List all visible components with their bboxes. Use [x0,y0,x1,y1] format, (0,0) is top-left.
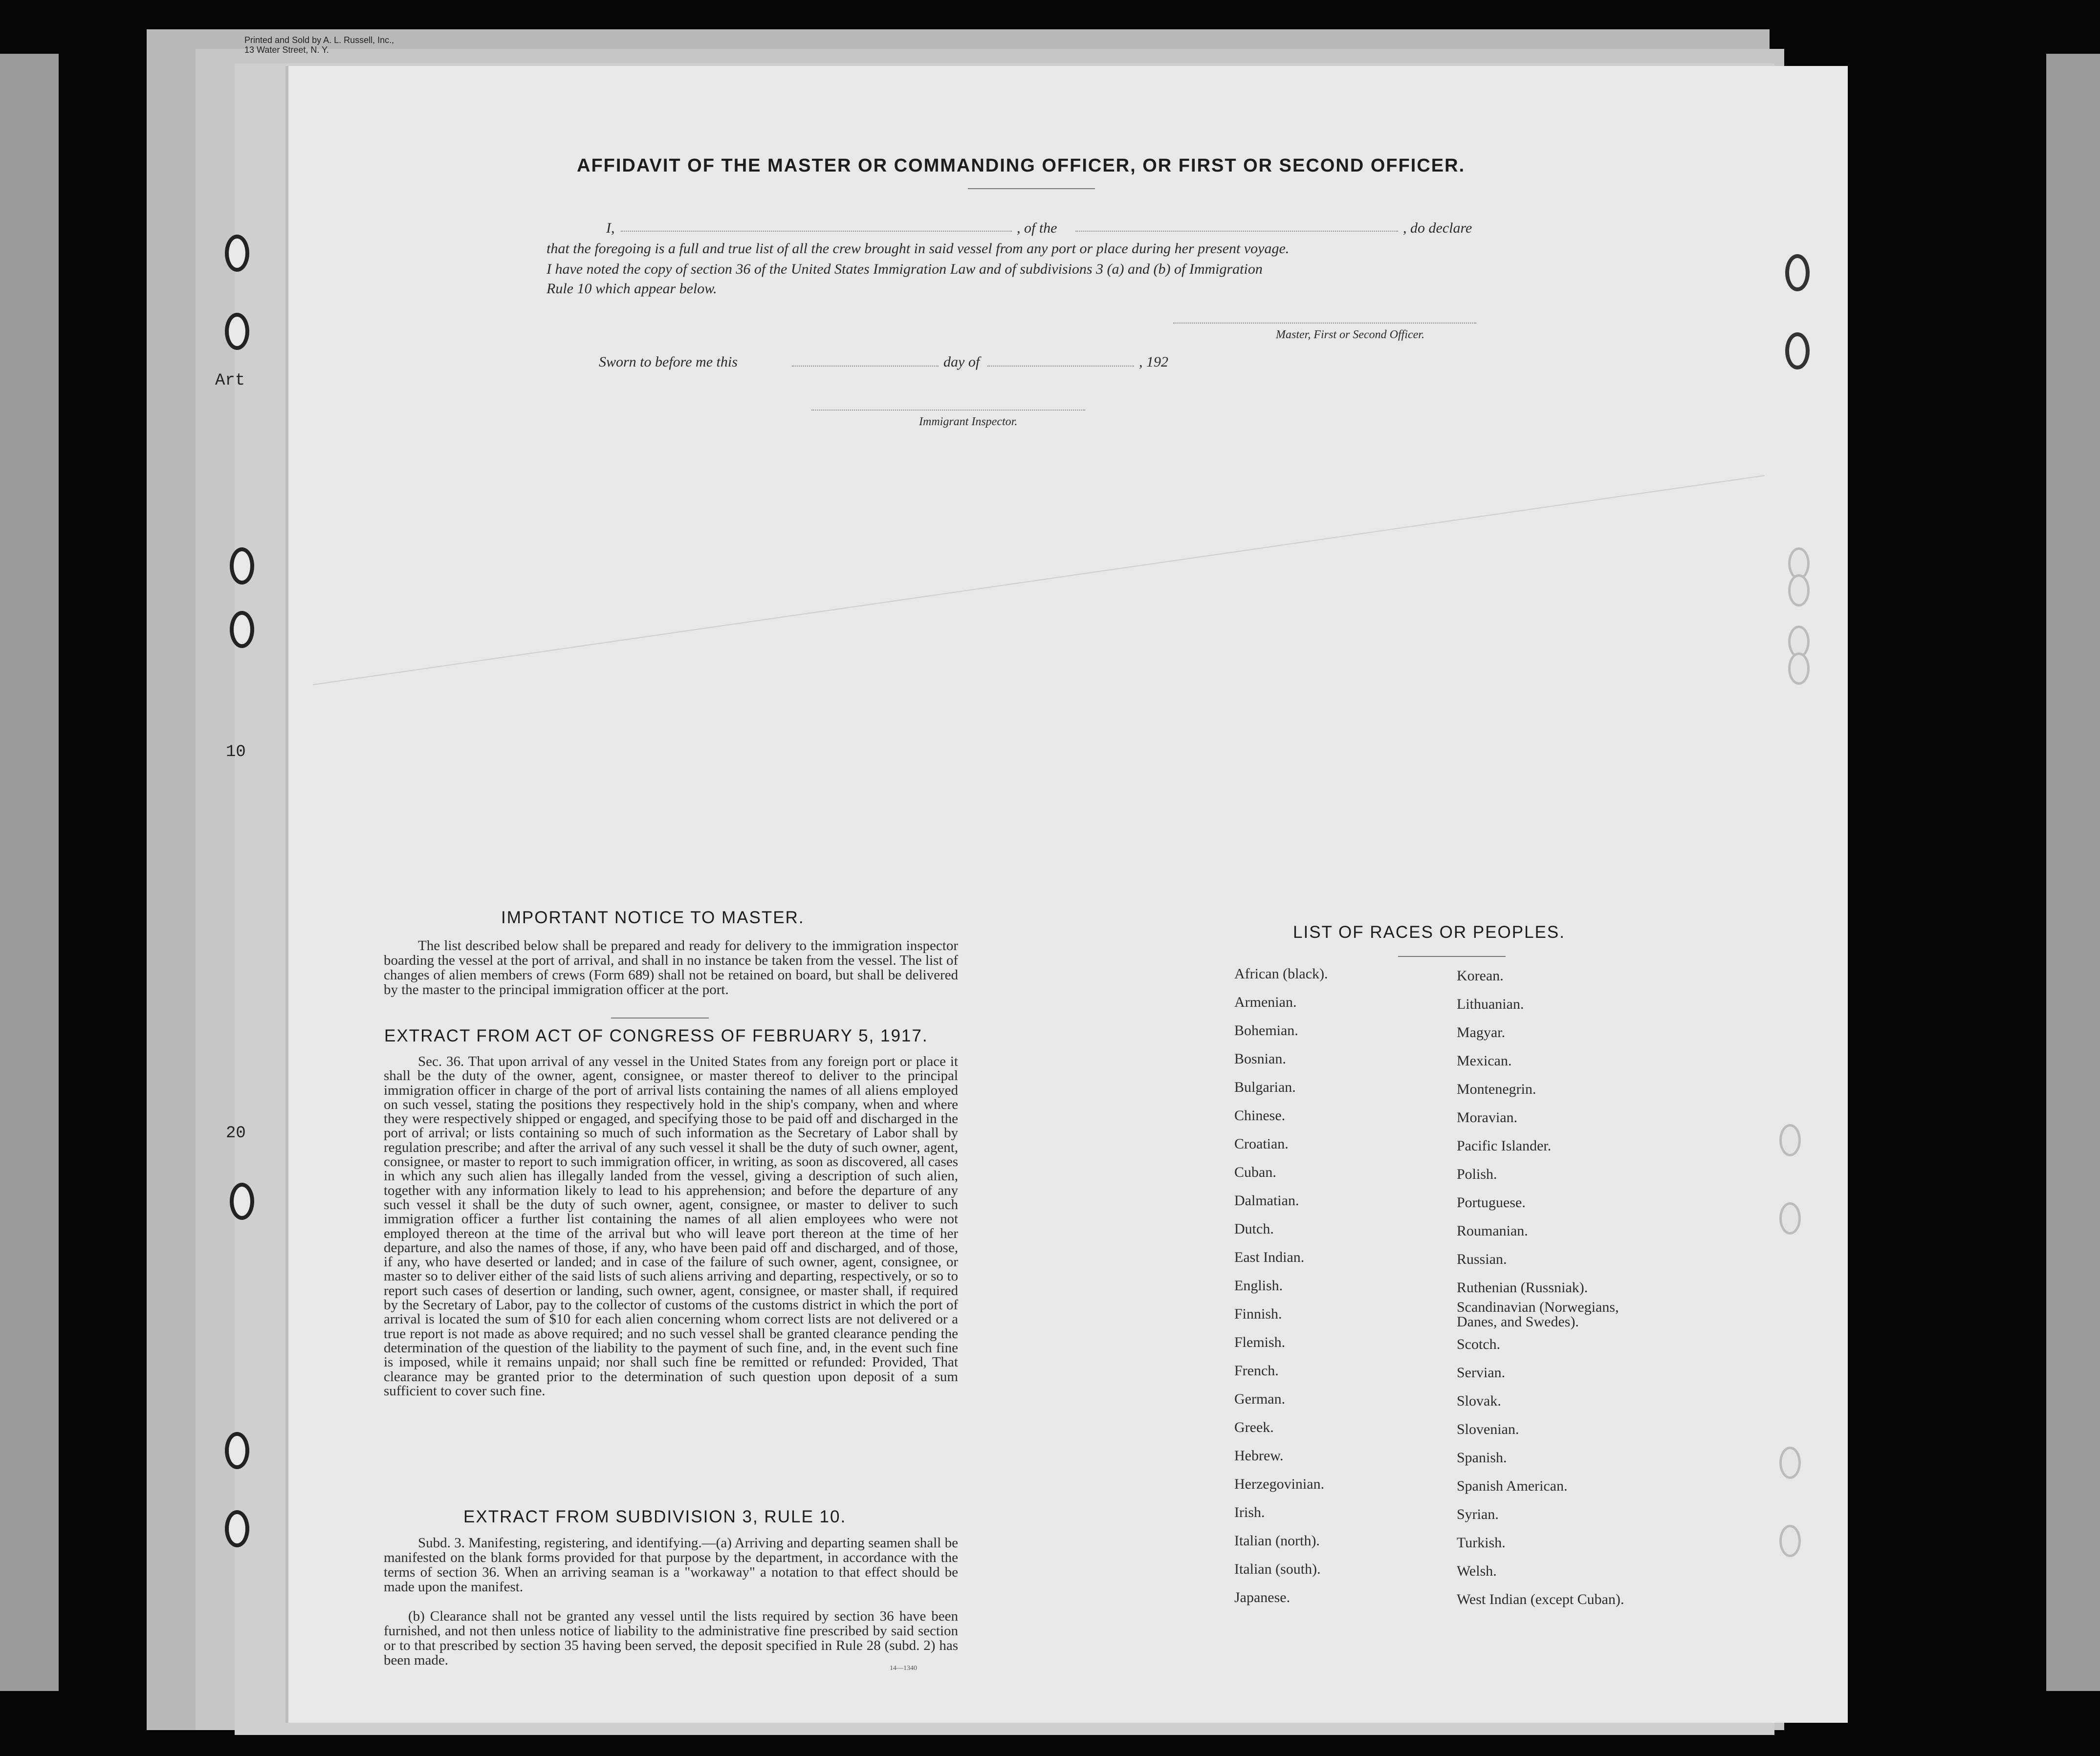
race-item: East Indian. [1234,1249,1305,1265]
race-item: Pacific Islander. [1457,1138,1552,1154]
subdivision-a-text: Subd. 3. Manifesting, registering, and identifying.—(a) Arriving and departing seamen shall be manifested on the blank forms provided for that purpose by the department, in accordance with the terms of section 36. When an arriving seaman is a "workaway" a notation to that effect should be made upon the manifest. [384,1535,958,1595]
affidavit-line-2: that the foregoing is a full and true list of all the crew brought in said vessel from any port or place during her present voyage. [547,240,1290,257]
binder-hole [1788,574,1810,607]
race-item: Russian. [1457,1251,1507,1267]
affidavit-title: AFFIDAVIT OF THE MASTER OR COMMANDING OFFICER, OR FIRST OR SECOND OFFICER. [577,155,1466,176]
race-item: Magyar. [1457,1024,1506,1041]
divider [1398,956,1506,957]
right-adjacent-page [2046,54,2100,1691]
day-of-text: day of [943,354,980,370]
race-item: Mexican. [1457,1053,1512,1069]
race-item: Greek. [1234,1419,1274,1435]
race-item: Japanese. [1234,1589,1291,1605]
race-item: Spanish. [1457,1450,1507,1466]
act-title: EXTRACT FROM ACT OF CONGRESS OF FEBRUARY 5, 1917. [384,1026,928,1045]
race-item: Hebrew. [1234,1448,1284,1464]
race-item: Moravian. [1457,1109,1518,1126]
race-item: Bosnian. [1234,1051,1286,1067]
inspector-signature-line [811,410,1085,411]
race-item: French. [1234,1363,1279,1379]
race-item: Herzegovinian. [1234,1476,1325,1492]
race-item: Flemish. [1234,1334,1286,1350]
binder-hole [230,611,254,648]
affidavit-line-4: Rule 10 which appear below. [547,281,717,297]
left-adjacent-page [0,54,59,1691]
binder-hole [230,547,254,585]
binder-hole [1779,1124,1801,1156]
race-item: Bohemian. [1234,1022,1298,1039]
binder-hole [1779,1525,1801,1557]
binder-hole [225,1432,249,1469]
main-page [288,66,1848,1723]
vessel-blank [1075,231,1398,232]
subdivision-title: EXTRACT FROM SUBDIVISION 3, RULE 10. [463,1507,847,1526]
race-item: English. [1234,1278,1283,1294]
race-item: Montenegrin. [1457,1081,1536,1097]
divider [968,188,1095,189]
race-item: Slovak. [1457,1393,1501,1409]
affidavit-line-3: I have noted the copy of section 36 of the United States Immigration Law and of subdivisions 3 (a) and (b) of Immigration [547,261,1263,277]
binder-hole [1785,332,1810,369]
race-item: Spanish American. [1457,1478,1568,1494]
binder-hole [230,1183,254,1220]
printer-imprint: Printed and Sold by A. L. Russell, Inc., 13 Water Street, N. Y. [244,35,394,55]
affidavit-of-the: , of the [1017,220,1057,236]
race-item: Bulgarian. [1234,1079,1296,1095]
race-item: Dutch. [1234,1221,1274,1237]
race-item: Syrian. [1457,1506,1499,1522]
race-item: Dalmatian. [1234,1192,1299,1209]
master-signature-line [1173,323,1476,324]
race-item: West Indian (except Cuban). [1457,1591,1624,1607]
binder-hole [225,235,249,272]
side-stub-20: 20 [226,1124,246,1143]
sworn-month-blank [987,366,1134,367]
race-item: Slovenian. [1457,1421,1519,1437]
binder-hole [1788,652,1810,685]
binder-hole [1779,1447,1801,1479]
race-item: Armenian. [1234,994,1297,1010]
race-item: Chinese. [1234,1107,1286,1124]
sworn-year: , 192 [1139,354,1168,370]
race-item: Italian (south). [1234,1561,1321,1577]
master-signature-caption: Master, First or Second Officer. [1276,328,1424,341]
race-item: Ruthenian (Russniak). [1457,1279,1588,1296]
act-text: Sec. 36. That upon arrival of any vessel in the United States from any foreign port or place it shall be the duty of the owner, agent, consignee, or master thereof to deliver to the principal immigration officer in charge of the port of arrival lists containing the names of all aliens employed on such vessel, stating the positions they respectively hold in the ship's company, when and where they were respectively shipped or engaged, and specifying those to be paid off and discharged in the port of arrival; or lists containing so much of such information as the Secretary of Labor shall by regulation prescribe; and after the arrival of any such vessel it shall be the duty of such owner, agent, consignee, or master to report to such immigration officer, in writing, as soon as discovered, all cases in which any such alien has illegally landed from the vessel, giving a description of such alien, together with any information likely to lead to his apprehension; and before the departure of any such vessel it shall be the duty of such owner, agent, consignee, or master to deliver to such immigration officer a further list containing the names of all alien employees who were not employed thereon at the time of the arrival but who will leave port thereon at the time of her departure, and also the names of those, if any, who have been paid off and discharged, and of those, if any, who have deserted or landed; and in case of the failure of such owner, agent, consignee, or master so to deliver either of the said lists of such aliens arriving and departing, respectively, or so to report such cases of desertion or landing, such owner, agent, consignee, or master shall, if required by the Secretary of Labor, pay to the collector of customs of the customs district in which the port of arrival is located the sum of $10 for each alien concerning whom correct lists are not delivered or a true report is not made as above required; and no such vessel shall be granted clearance pending the determination of the question of the liability to the payment of such fine, and, in the event such fine is imposed, while it remains unpaid; nor shall such fine be remitted or refunded: Provided, That clearance may be granted prior to the determination of such question upon deposit of a sum sufficient to cover such fine. [384,1054,958,1399]
divider [611,1018,709,1019]
inspector-caption: Immigrant Inspector. [919,415,1018,428]
race-item: Scandinavian (Norwegians, Danes, and Swedes). [1457,1299,1619,1330]
notice-title: IMPORTANT NOTICE TO MASTER. [501,908,805,927]
subdivision-b-text: (b) Clearance shall not be granted any vessel until the lists required by section 36 have been furnished, and not then unless notice of liability to the administrative fine prescribed by said section or to that prescribed by section 35 having been served, the deposit specified in Rule 28 (subd. 2) has been made. [384,1608,958,1668]
side-stub-art: Art [215,371,245,390]
affidavit-i-label: I, [606,220,615,236]
race-item: Finnish. [1234,1306,1282,1322]
race-item: Servian. [1457,1365,1506,1381]
race-item: Portuguese. [1457,1194,1526,1211]
race-item: Croatian. [1234,1136,1289,1152]
race-item: Polish. [1457,1166,1497,1182]
side-stub-10: 10 [226,743,246,761]
notice-text: The list described below shall be prepared and ready for delivery to the immigration inspector boarding the vessel at the port of arrival, and shall in no instance be taken from the vessel. The list of changes of alien members of crews (Form 689) shall not be retained on board, but shall be delivered by the master to the principal immigration officer at the port. [384,938,958,997]
race-item: Lithuanian. [1457,996,1524,1012]
binder-hole [225,1510,249,1547]
race-item: Cuban. [1234,1164,1276,1180]
race-item: Roumanian. [1457,1223,1528,1239]
binder-hole [1779,1202,1801,1235]
race-item: Scotch. [1457,1336,1501,1352]
binder-hole [1785,254,1810,291]
form-number: 14—1340 [890,1665,917,1672]
race-item: Italian (north). [1234,1533,1320,1549]
race-item: Korean. [1457,968,1504,984]
binder-hole [225,313,249,350]
race-item: Welsh. [1457,1563,1497,1579]
sworn-day-blank [792,366,939,367]
race-item: Turkish. [1457,1535,1506,1551]
sworn-text: Sworn to before me this [599,354,738,370]
race-item: Irish. [1234,1504,1265,1520]
name-blank [621,231,1012,232]
race-item: African (black). [1234,966,1328,982]
affidavit-do-declare: , do declare [1403,220,1472,236]
races-title: LIST OF RACES OR PEOPLES. [1293,923,1566,942]
race-item: German. [1234,1391,1286,1407]
